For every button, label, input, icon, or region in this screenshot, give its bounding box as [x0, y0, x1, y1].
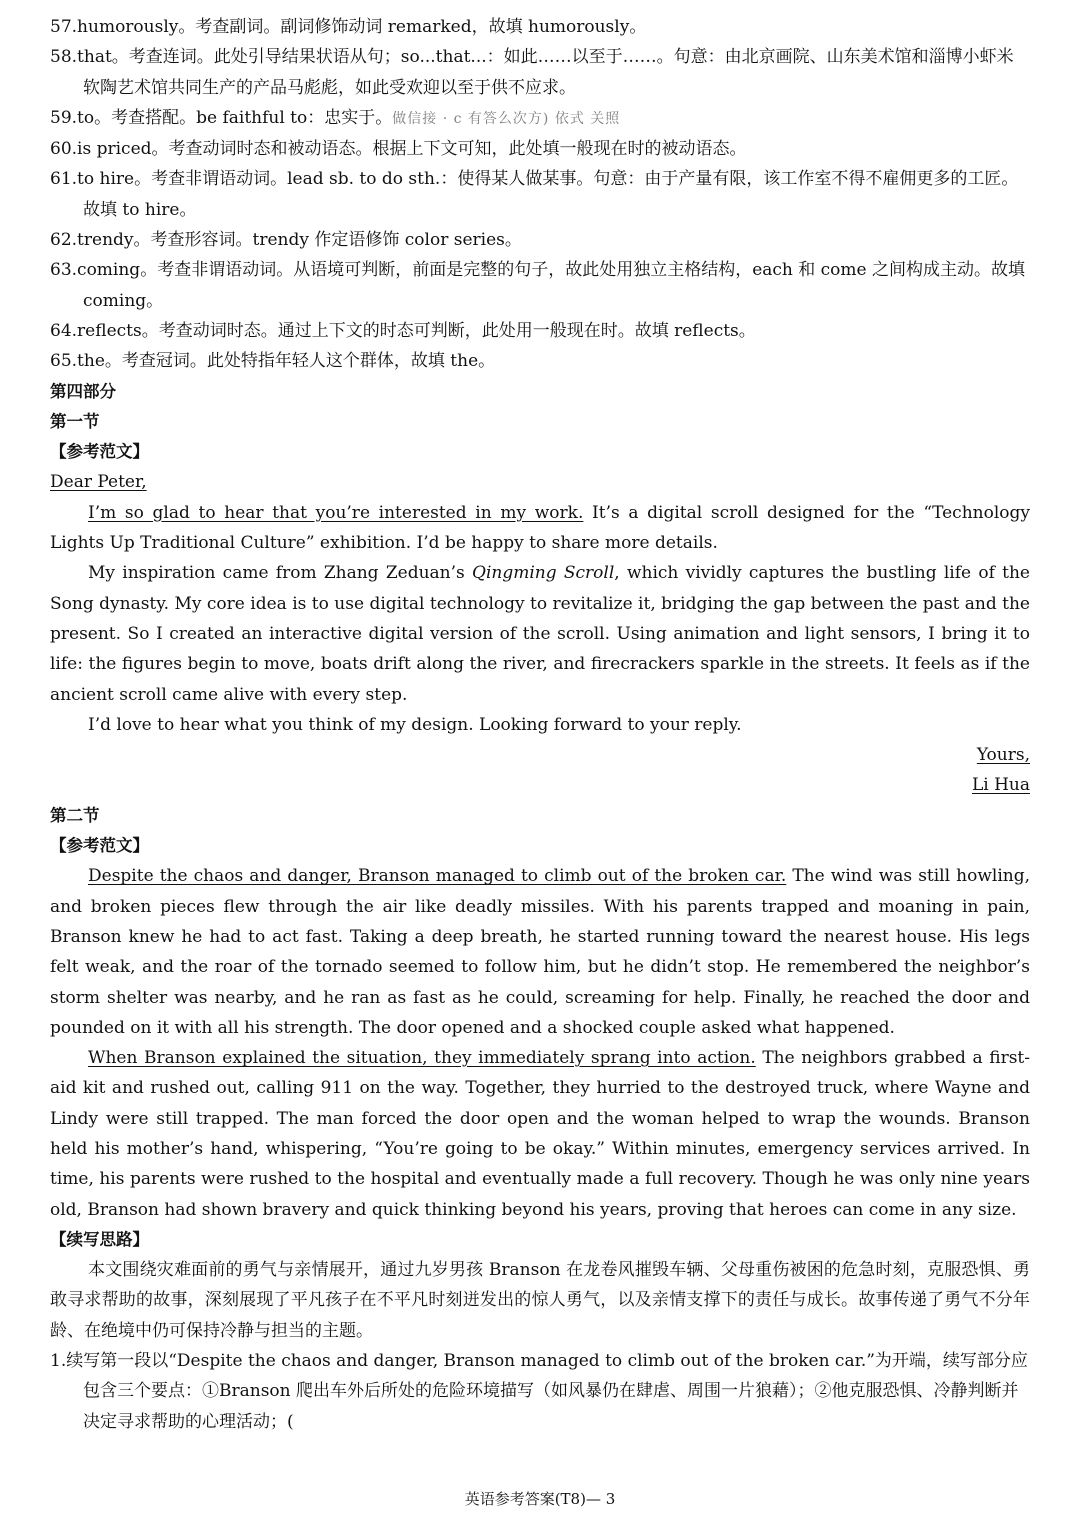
- answer-62: 62.trendy。考查形容词。trendy 作定语修饰 color series。: [50, 230, 522, 251]
- essay-paragraph-1: Despite the chaos and danger, Branson managed to climb out of the broken car. The wind was still howling, and broken pieces flew through the air like deadly missiles. With his parents trapped and moaning in pain, Branson knew he had to act fast. Taking a deep breath, he started running toward the nearest house. His legs felt weak, and the roar of the tornado seemed to follow him, but he didn’t stop. He remembered the neighbor’s storm shelter was nearby, and he ran as fast as he could, screaming for help. Finally, he reached the door and pounded on it with all his strength. The door opened and a shocked couple asked what happened.: [50, 866, 1030, 1038]
- letter-paragraph-2: My inspiration came from Zhang Zeduan’s Qingming Scroll, which vividly captures the bustling life of the Song dynasty. My core idea is to use digital technology to revitalize it, bridging the gap between the past and the present. So I created an interactive digital version of the scroll. Using animation and light sensors, I bring it to life: the figures begin to move, boats drift along the river, and firecrackers sparkle in the streets. It feels as if the ancient scroll came alive with every step.: [50, 563, 1030, 705]
- letter-closing: Yours,: [976, 745, 1030, 766]
- essay-paragraph-2: When Branson explained the situation, they immediately sprang into action. The neighbors grabbed a first-aid kit and rushed out, calling 911 on the way. Together, they hurried to the destroyed truck, where Wayne and Lindy were still trapped. The man forced the door open and the woman helped to wrap the wounds. Branson held his mother’s hand, whispering, “You’re going to be okay.” Within minutes, emergency services arrived. In time, his parents were rushed to the hospital and eventually made a full recovery. Though he was only nine years old, Branson had shown bravery and quick thinking beyond his years, proving that heroes can come in any size.: [50, 1048, 1030, 1220]
- answer-63: 63.coming。考查非谓语动词。从语境可判断，前面是完整的句子，故此处用独立主格结构，each 和 come 之间构成主动。故填 coming。: [50, 260, 1026, 311]
- thinking-label: 【续写思路】: [50, 1229, 149, 1249]
- thinking-intro: 本文围绕灾难面前的勇气与亲情展开，通过九岁男孩 Branson 在龙卷风摧毁车辆、父母重伤被困的危急时刻，克服恐惧、勇敢寻求帮助的故事，深刻展现了平凡孩子在不平凡时刻迸发出的惊人勇气，以及亲情支撑下的责任与成长。故事传递了勇气不分年龄、在绝境中仍可保持冷静与担当的主题。: [50, 1260, 1030, 1341]
- letter: [50, 467, 1030, 800]
- answer-65: 65.the。考查冠词。此处特指年轻人这个群体，故填 the。: [50, 351, 496, 372]
- section1-label: 【参考范文】: [50, 442, 149, 462]
- handwritten-note: 做信接 · c 有答么次方) 依式 关照: [392, 110, 621, 127]
- section2-title: 第二节: [50, 805, 100, 825]
- answer-64: 64.reflects。考查动词时态。通过上下文的时态可判断，此处用一般现在时。故填 reflects。: [50, 320, 756, 341]
- answer-57: 57.humorously。考查副词。副词修饰动词 remarked，故填 humorously。: [50, 17, 647, 37]
- part-title: 第四部分: [50, 381, 116, 401]
- page-footer: 英语参考答案(T8)— 3: [464, 1490, 616, 1508]
- letter-paragraph-1: I’m so glad to hear that you’re interested in my work. It’s a digital scroll designed for the “Technology Lights Up Traditional Culture” exhibition. I’d be happy to share more details.: [50, 502, 1030, 554]
- section1-title: 第一节: [50, 411, 100, 431]
- thinking-item-1: 1.续写第一段以“Despite the chaos and danger, Branson managed to climb out of the broken car.”为开端，续写部分应包含三个要点：①Branson 爬出车外后所处的危险环境描写（如风暴仍在肆虐、周围一片狼藉）；②他克服恐惧、冷静判断并决定寻求帮助的心理活动；(: [50, 1351, 1028, 1432]
- answer-60: 60.is priced。考查动词时态和被动语态。根据上下文可知，此处填一般现在时的被动语态。: [50, 139, 747, 160]
- letter-signature: Li Hua: [971, 775, 1030, 796]
- letter-salutation: Dear Peter,: [50, 472, 147, 493]
- letter-paragraph-3: I’d love to hear what you think of my design. Looking forward to your reply.: [88, 714, 742, 735]
- answer-list: [50, 12, 1030, 377]
- answer-page: [50, 12, 1030, 1437]
- continuation-essay: [50, 861, 1030, 1225]
- section2-label: 【参考范文】: [50, 836, 149, 856]
- answer-61: 61.to hire。考查非谓语动词。lead sb. to do sth.：使得某人做某事。句意：由于产量有限，该工作室不得不雇佣更多的工匠。故填 to hire。: [50, 169, 1019, 220]
- answer-58: 58.that。考查连词。此处引导结果状语从句；so...that...：如此……以至于……。句意：由北京画院、山东美术馆和淄博小虾米软陶艺术馆共同生产的产品马彪彪，如此受欢迎以至于供不应求。: [50, 47, 1014, 98]
- answer-59: 59.to。考查搭配。be faithful to：忠实于。做信接 · c 有答么次方) 依式 关照: [50, 107, 621, 128]
